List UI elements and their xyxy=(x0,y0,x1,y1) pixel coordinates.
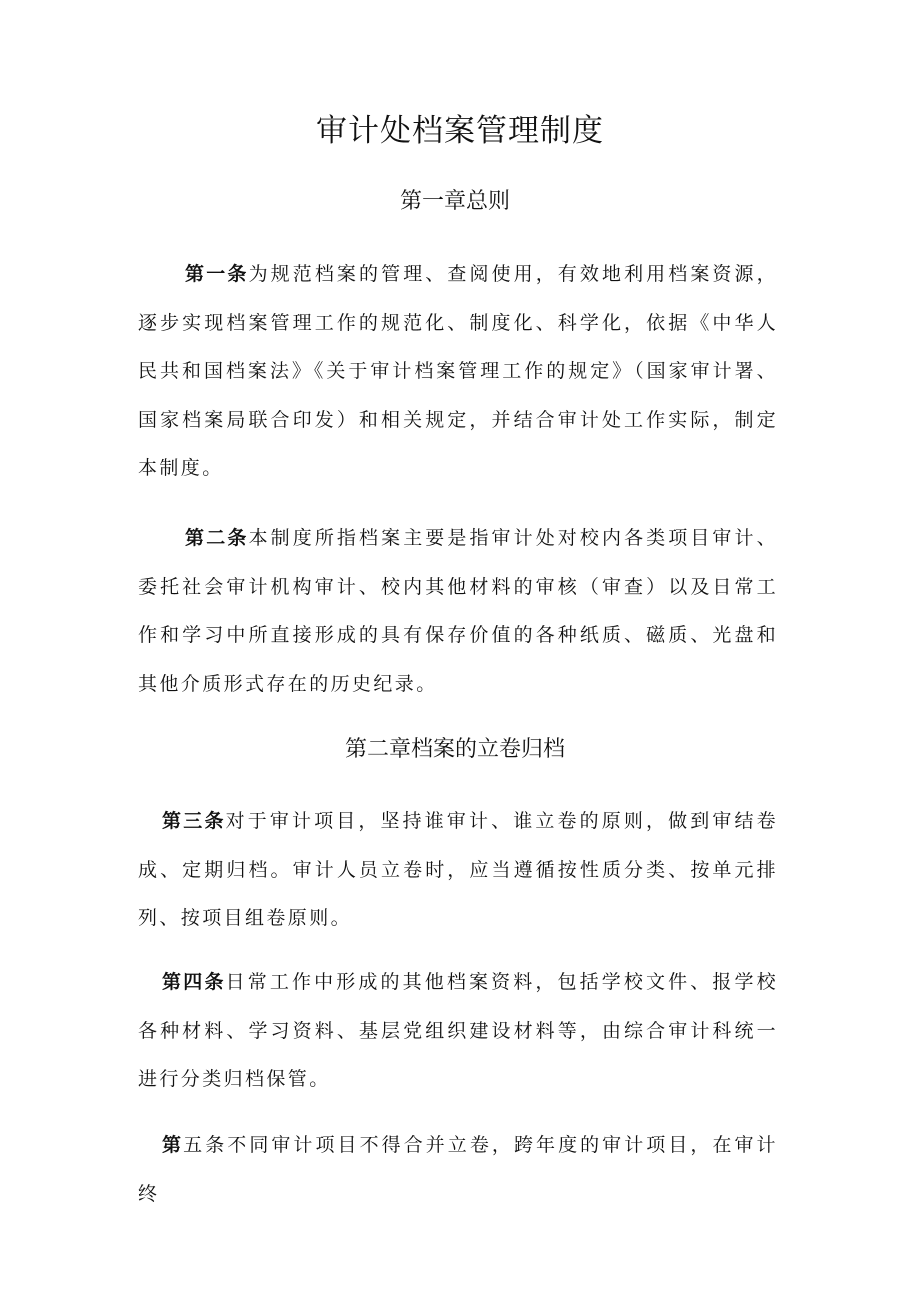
article-label: 第三条 xyxy=(162,810,226,832)
article-5 xyxy=(138,1121,778,1218)
article-text: 对于审计项目，坚持谁审计、谁立卷的原则，做到审结卷成、定期归档。审计人员立卷时，应当遵循按性质分类、按单元排列、按项目组卷原则。 xyxy=(138,810,778,929)
article-text: 本制度所指档案主要是指审计处对校内各类项目审计、委托社会审计机构审计、校内其他材料的审核（审查）以及日常工作和学习中所直接形成的具有保存价值的各种纸质、磁质、光盘和其他介质形式存在的历史纪录。 xyxy=(138,527,778,695)
article-text: 日常工作中形成的其他档案资料，包括学校文件、报学校各种材料、学习资料、基层党组织建设材料等，由综合审计科统一进行分类归档保管。 xyxy=(138,971,778,1090)
article-label: 第二条 xyxy=(185,527,249,549)
article-label: 第一条 xyxy=(185,263,249,285)
article-label: 第 xyxy=(162,1134,184,1156)
article-label: 第四条 xyxy=(162,971,226,993)
article-label-rest: 五条 xyxy=(183,1134,228,1156)
chapter-heading-2: 第二章档案的立卷归档 xyxy=(344,737,565,762)
chapter-heading-1: 第一章总则 xyxy=(399,189,510,214)
document-title: 审计处档案管理制度 xyxy=(316,113,604,149)
article-4 xyxy=(138,958,778,1104)
article-2 xyxy=(138,514,778,708)
article-1 xyxy=(138,250,778,493)
article-text: 为规范档案的管理、查阅使用，有效地利用档案资源，逐步实现档案管理工作的规范化、制度化、科学化，依据《中华人民共和国档案法》《关于审计档案管理工作的规定》（国家审计署、国家档案局联合印发）和相关规定，并结合审计处工作实际，制定本制度。 xyxy=(138,263,778,479)
article-text: 不同审计项目不得合并立卷，跨年度的审计项目，在审计终 xyxy=(138,1134,778,1205)
article-3 xyxy=(138,797,778,943)
